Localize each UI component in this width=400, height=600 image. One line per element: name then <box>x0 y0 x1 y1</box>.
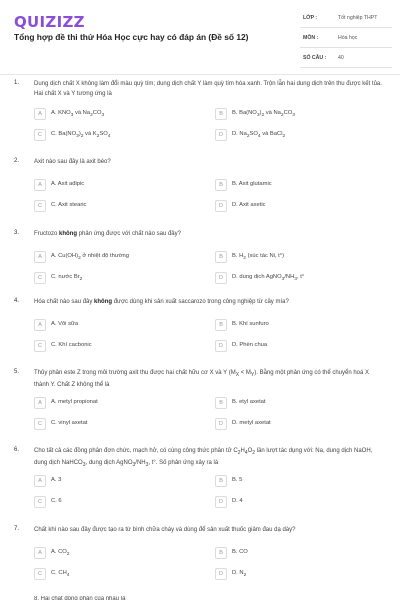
option-text: A. 3 <box>51 477 62 483</box>
option-text: A. Vôi sữa <box>51 321 79 327</box>
answer-option-d[interactable] <box>215 200 375 212</box>
answer-option-d[interactable] <box>215 496 375 508</box>
meta-value: 40 <box>338 55 344 61</box>
option-text: A. Axit ađipic <box>51 181 85 187</box>
option-text: B. Khí sunfuro <box>232 321 269 327</box>
answer-option-b[interactable] <box>215 179 375 191</box>
answer-option-d[interactable] <box>215 272 375 284</box>
meta-row-question-count <box>300 52 392 68</box>
answer-option-b[interactable] <box>215 319 375 331</box>
option-text: B. 5 <box>232 477 243 483</box>
option-text: A. metyl propionat <box>51 399 98 405</box>
option-letter-badge: B <box>215 547 227 559</box>
answer-option-a[interactable] <box>34 475 194 487</box>
option-letter-badge: C <box>34 200 46 212</box>
question-number: 7. <box>14 526 20 532</box>
question-text: Cho tất cả các đồng phân đơn chức, mạch hở, có cùng công thức phân tử $C_2H_4O_2$ lần lượt tác dụng với: Na, dung dịch NaOH, dung dịch NaHCO$_3$, dung dịch $AgNO_3/NH_3$, t°. Số phản ứng xảy ra là <box>34 448 373 468</box>
answer-option-d[interactable] <box>215 340 375 352</box>
answer-option-a[interactable] <box>34 397 194 409</box>
option-text: C. vinyl axetat <box>51 420 88 426</box>
option-text: D. Phèn chua <box>232 342 268 348</box>
option-letter-badge: B <box>215 108 227 120</box>
question-text: Chất khí nào sau đây được tạo ra từ bình chữa cháy và dùng để sản xuất thuốc giảm đau dạ dày? <box>34 527 296 533</box>
answer-option-c[interactable] <box>34 200 194 212</box>
question-number: 3. <box>14 230 20 236</box>
answer-option-a[interactable] <box>34 179 194 191</box>
option-letter-badge: D <box>215 418 227 430</box>
option-letter-badge: D <box>215 340 227 352</box>
question-text: Fructozo không phản ứng được với chất nào sau đây? <box>34 231 181 237</box>
question-number: 2. <box>14 158 20 164</box>
question-text-partial: 8. Hai chất đồng phân của nhau là <box>34 596 126 600</box>
answer-option-c[interactable] <box>34 272 194 284</box>
answer-option-b[interactable] <box>215 475 375 487</box>
option-letter-badge: A <box>34 319 46 331</box>
meta-label: MÔN : <box>303 35 319 41</box>
answer-option-a[interactable] <box>34 251 194 263</box>
option-text: D. 4 <box>232 498 243 504</box>
answer-option-a[interactable] <box>34 108 194 120</box>
quizizz-logo: QUIZIZZ <box>14 13 85 31</box>
answer-option-b[interactable] <box>215 397 375 409</box>
option-letter-badge: A <box>34 475 46 487</box>
answer-option-c[interactable] <box>34 568 194 580</box>
option-letter-badge: D <box>215 496 227 508</box>
option-letter-badge: D <box>215 568 227 580</box>
answer-option-c[interactable] <box>34 418 194 430</box>
answer-option-c[interactable] <box>34 496 194 508</box>
option-text: C. Khí cacbonic <box>51 342 92 348</box>
option-text: D. dung dịch $AgNO_3/NH_3$, t° <box>232 274 305 283</box>
option-text: C. 6 <box>51 498 62 504</box>
option-letter-badge: C <box>34 272 46 284</box>
option-letter-badge: D <box>215 272 227 284</box>
option-text: A. $Cu(OH)_2$ ở nhiệt độ thường <box>51 253 129 262</box>
answer-option-b[interactable] <box>215 251 375 263</box>
meta-value: Tốt nghiệp THPT <box>338 15 378 21</box>
answer-option-c[interactable] <box>34 129 194 141</box>
option-letter-badge: C <box>34 129 46 141</box>
option-letter-badge: A <box>34 547 46 559</box>
option-text: B. etyl axetat <box>232 399 266 405</box>
question-number: 6. <box>14 447 20 453</box>
option-text: C. $Ba(NO_3)_2$ và $K_2SO_4$ <box>51 131 111 140</box>
answer-option-a[interactable] <box>34 547 194 559</box>
meta-row-subject <box>300 32 392 48</box>
option-letter-badge: B <box>215 475 227 487</box>
question-number: 1. <box>14 80 20 86</box>
next-question-partial <box>0 596 400 600</box>
answer-option-d[interactable] <box>215 129 375 141</box>
option-letter-badge: A <box>34 179 46 191</box>
page-title: Tổng hợp đề thi thử Hóa Học cực hay có đáp án (Đề số 12) <box>14 32 249 42</box>
option-letter-badge: B <box>215 179 227 191</box>
meta-label: LỚP : <box>303 15 318 21</box>
option-text: C. Axit stearic <box>51 202 87 208</box>
meta-row-class <box>300 12 392 28</box>
option-letter-badge: A <box>34 397 46 409</box>
answer-option-b[interactable] <box>215 108 375 120</box>
option-text: C. nước $Br_2$ <box>51 274 83 283</box>
option-text: C. $CH_4$ <box>51 570 70 579</box>
option-letter-badge: C <box>34 568 46 580</box>
option-text: D. $Na_2SO_4$ và BaCl$_2$ <box>232 131 286 140</box>
option-text: B. CO <box>232 549 248 555</box>
option-letter-badge: B <box>215 251 227 263</box>
option-letter-badge: B <box>215 319 227 331</box>
option-letter-badge: A <box>34 108 46 120</box>
answer-option-b[interactable] <box>215 547 375 559</box>
option-letter-badge: C <box>34 340 46 352</box>
header <box>0 0 400 68</box>
option-text: D. $N_2$ <box>232 570 247 579</box>
option-letter-badge: D <box>215 200 227 212</box>
question-text: Dung dịch chất X không làm đổi màu quỳ tím; dung dịch chất Y làm quỳ tím hóa xanh. Trộn lẫn hai dung dịch trên thu được kết tủa. Hai chất X và Y tương ứng là <box>34 81 382 97</box>
answer-option-d[interactable] <box>215 418 375 430</box>
question-number: 4. <box>14 298 20 304</box>
option-text: A. $KNO_3$ và $Na_2CO_3$ <box>51 110 105 119</box>
option-text: B. $H_2$ (xúc tác Ni, t°) <box>232 253 285 262</box>
option-text: D. Axit axetic <box>232 202 266 208</box>
answer-option-a[interactable] <box>34 319 194 331</box>
option-text: A. $CO_2$ <box>51 549 70 558</box>
meta-info <box>300 12 392 72</box>
question-text: Thủy phân este Z trong môi trường axit thu được hai chất hữu cơ X và Y $(M_X < M_Y)$. Bằng một phản ứng có thể chuyển hoá X thành Y. Chất Z không thể là <box>34 370 370 388</box>
option-letter-badge: B <box>215 397 227 409</box>
option-letter-badge: A <box>34 251 46 263</box>
meta-value: Hóa học <box>338 35 358 41</box>
answer-option-d[interactable] <box>215 568 375 580</box>
option-text: B. $Ba(NO_3)_2$ và $Na_2CO_3$ <box>232 110 295 119</box>
option-letter-badge: C <box>34 418 46 430</box>
option-letter-badge: D <box>215 129 227 141</box>
option-text: D. metyl axetat <box>232 420 271 426</box>
question-text: Axit nào sau đây là axit béo? <box>34 159 111 165</box>
question-number: 5. <box>14 369 20 375</box>
answer-option-c[interactable] <box>34 340 194 352</box>
option-text: B. Axit glutamic <box>232 181 272 187</box>
header-divider <box>0 74 400 75</box>
question-text: Hóa chất nào sau đây không được dùng khi sản xuất saccarozo trong công nghiệp từ cây mía? <box>34 299 289 305</box>
meta-label: SỐ CÂU : <box>303 55 327 61</box>
option-letter-badge: C <box>34 496 46 508</box>
